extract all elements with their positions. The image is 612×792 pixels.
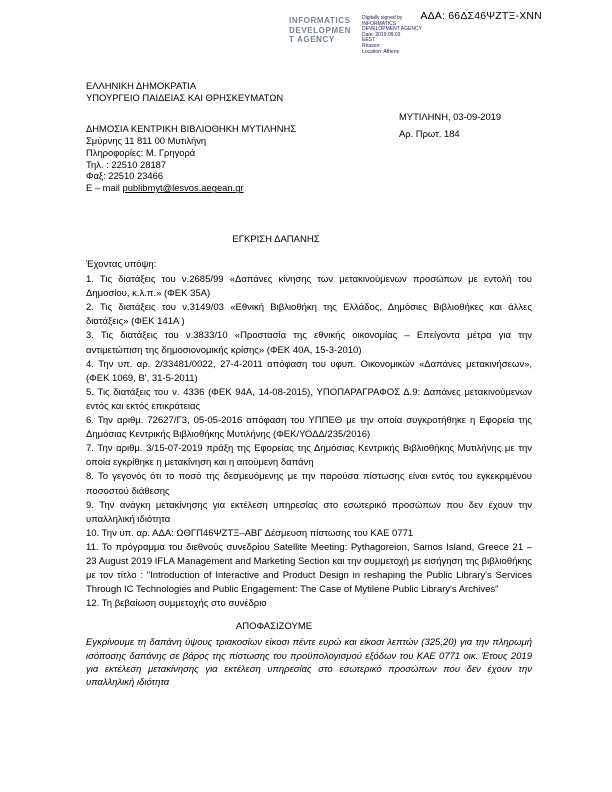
digital-signature-stamp — [289, 16, 432, 55]
list-item-7: 7. Την αριθμ. 3/15-07-2019 πράξη της Εφορείας της Δημόσιας Κεντρικής Βιβλιοθήκης Μυτιλήνης με την οποία εγκρίθηκε η μετακίνηση και η αιτούμενη δαπάνη — [86, 443, 532, 469]
fax-line: Φαξ: 22510 23466 — [86, 170, 164, 182]
signature-details — [362, 16, 432, 55]
address-line: Σμύρνης 11 811 00 Μυτιλήνη — [86, 134, 207, 146]
contact-person-line: Πληροφορίες: Μ. Γρηγορά — [86, 146, 196, 158]
list-item-8: 8. Το γεγονός ότι το ποσό της δεσμευόμενης με την παρούσα πίστωσης είναι εντός του εγκεκριμένου ποσοστού διάθεσης — [86, 471, 532, 497]
list-item-9: 9. Την ανάγκη μετακίνησης για εκτέλεση υπηρεσίας στο εσωτερικό προσώπων που δεν έχουν την υπαλληλική ιδιότητα — [86, 499, 532, 525]
republic-line: ΕΛΛΗΝΙΚΗ ΔΗΜΟΚΡΑΤΙΑ — [86, 80, 197, 91]
list-item-12: 12. Τη βεβαίωση συμμετοχής στο συνέδριο — [86, 598, 267, 610]
signature-agency-line: INFORMATICS — [289, 16, 351, 25]
list-item-6: 6. Την αριθμ. 72627/Γ3, 05-05-2016 απόφαση του ΥΠΠΕΘ με την οποία συγκροτήθηκε η Εφορεία της Δημόσιας Κεντρικής Βιβλιοθήκης Μυτιλήνης (ΦΕΚ/ΥΟΔΔ/235/2016) — [86, 415, 532, 441]
list-item-10: 10. Την υπ. αρ. ΑΔΑ: ΩΘΓΠ46ΨΖΤΞ–ΑΒΓ Δέσμευση πίστωσης του ΚΑΕ 0771 — [86, 527, 414, 539]
signature-detail-line: INFORMATICS — [362, 20, 397, 27]
ada-code: ΑΔΑ: 66ΔΣ46ΨΖΤΞ-ΧΝΝ — [420, 10, 542, 22]
signature-agency-line: T AGENCY — [289, 35, 335, 44]
signature-detail-line: DEVELOPMENT AGENCY — [362, 26, 422, 33]
email-label: E – mail — [86, 182, 123, 194]
signature-detail-line: Digitally signed by — [362, 15, 403, 21]
spacer — [86, 104, 296, 123]
city-date: ΜΥΤΙΛΗΝΗ, 03-09-2019 — [399, 111, 502, 122]
library-name: ΔΗΜΟΣΙΑ ΚΕΝΤΡΙΚΗ ΒΙΒΛΙΟΘΗΚΗ ΜΥΤΙΛΗΝΗΣ — [86, 122, 297, 134]
document-title: ΕΓΚΡΙΣΗ ΔΑΠΑΝΗΣ — [232, 234, 320, 245]
list-item-4: 4. Την υπ. αρ. 2/33481/0022, 27-4-2011 απόφαση του υφυπ. Οικονομικών «Δαπάνες μετακινήσεων», (ΦΕΚ 1069, Β', 31-5-2011) — [86, 358, 532, 384]
sender-block — [86, 80, 296, 194]
email-link[interactable]: publibmyt@lesvos.aegean.gr — [122, 182, 244, 194]
telephone-line: Τηλ. : 22510 28187 — [86, 158, 167, 170]
having-regard-intro: Έχοντας υπόψη: — [86, 259, 157, 270]
list-item-3: 3. Τις διατάξεις του ν.3833/10 «Προστασία της εθνικής οικονομίας – Επείγοντα μέτρα για την αντιμετώπιση της δημοσιονομικής κρίσης» (ΦΕΚ 40Α, 15-3-2010) — [86, 330, 532, 356]
decision-paragraph: Εγκρίνουμε τη δαπάνη ύψους τριακοσίων είκοσι πέντε ευρώ και είκοσι λεπτών (325,20) για την πληρωμή ισόποσης δαπάνης σε βάρος της πίστωσης του προϋπολογισμού εξόδων του ΚΑΕ 0771 οικ. Έτους 2019 για εκτέλεση μετακίνησης για εκτέλεση υπηρεσίας στο εσωτερικό προσώπων που δεν έχουν την υπαλληλική ιδιότητα — [86, 637, 532, 689]
document-body — [86, 258, 532, 689]
list-item-2: 2. Τις διατάξεις του ν.3149/03 «Εθνική Βιβλιοθήκη της Ελλάδος, Δημόσιες Βιβλιοθήκες και άλλες διατάξεις» (ΦΕΚ 141Α ) — [86, 302, 532, 328]
date-protocol-block — [399, 111, 501, 140]
decision-heading: ΑΠΟΦΑΣΙΖΟΥΜΕ — [235, 621, 313, 633]
ministry-line: ΥΠΟΥΡΓΕΙΟ ΠΑΙΔΕΙΑΣ ΚΑΙ ΘΡΗΣΚΕΥΜΑΤΩΝ — [86, 91, 284, 103]
list-item-5: 5. Τις διατάξεις του ν. 4336 (ΦΕΚ 94Α, 14-08-2015), ΥΠΟΠΑΡΑΓΡΑΦΟΣ Δ.9: Δαπάνες μετακινούμενων εντός και εκτός επικράτειας — [86, 386, 532, 412]
signature-detail-line: Reason: — [362, 42, 381, 49]
email-line — [86, 182, 296, 194]
signature-detail-line: Date: 2019.09.03 — [362, 31, 401, 38]
list-item-1: 1. Τις διατάξεις του ν.2685/99 «Δαπάνες κίνησης των μετακινούμενων προσώπων με εντολή του Δημοσίου, κ.λ.π.» (ΦΕΚ 35Α) — [86, 274, 532, 300]
signature-agency-name — [289, 16, 355, 45]
signature-agency-line: DEVELOPMEN — [289, 25, 352, 35]
signature-detail-line: Location: Athens — [362, 48, 399, 55]
list-item-11: 11. Το πρόγραμμα του διεθνούς συνεδρίου Satellite Meeting: Pythagoreion, Samos Island, Greece 21 – 23 August 2019 IFLA Management and Marketing Section και την συμμετοχή με εισήγηση της βιβλιοθήκης με τον τίτλο : "Introduction of Interactive and Product Design in reshaping the Public Library's Services Through IC Technologies and Public Engagement: The Case of Mytilene Public Library's Archives" — [86, 541, 532, 596]
signature-detail-line: EEST — [362, 37, 376, 44]
protocol-number: Αρ. Πρωτ. 184 — [399, 127, 460, 139]
